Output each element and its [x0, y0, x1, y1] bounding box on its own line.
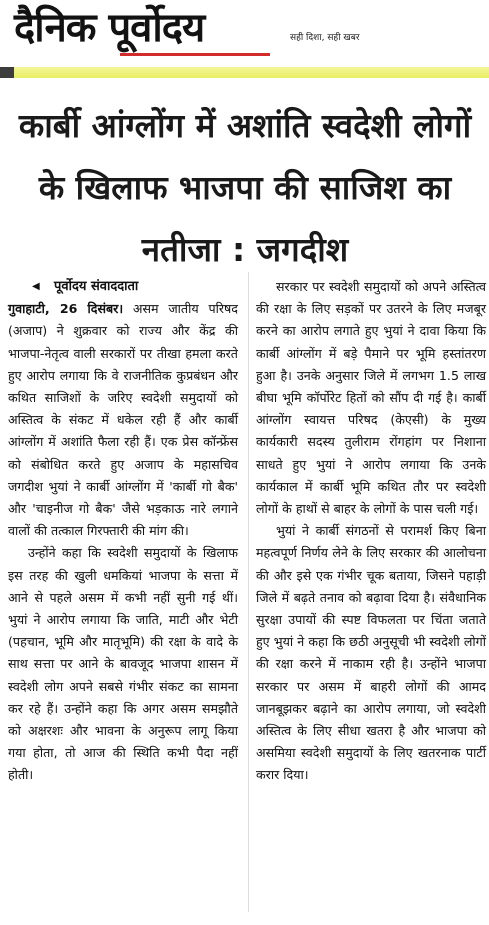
- paragraph: भुयां ने कार्बी संगठनों से परामर्श किए बिना महत्वपूर्ण निर्णय लेने के लिए सरकार की आलोचना की और इसे एक गंभीर चूक बताया, जिसने पहाड़ी जिले में बढ़ते तनाव को बढ़ावा दिया है। संवैधानिक सुरक्षा उपायों की स्पष्ट विफलता पर चिंता जताते हुए भुयां ने कहा कि छठी अनुसूची भी स्वदेशी लोगों की रक्षा करने में नाकाम रही है। उन्होंने भाजपा सरकार पर असम में बाहरी लोगों की आमद जानबूझकर बढ़ाने का आरोप लगाया, जो स्वदेशी अस्तित्व के लिए सीधा खतरा है और भाजपा को असमिया स्वदेशी समुदायों के लिए खतरनाक पार्टी करार दिया।: [256, 523, 486, 783]
- red-rule: [120, 53, 270, 56]
- byline-text: पूर्वोदय संवाददाता: [54, 279, 139, 294]
- byline-arrow-icon: ◀: [32, 281, 40, 292]
- paragraph-text: असम जातीय परिषद (अजाप) ने शुक्रवार को राज्य और केंद्र की भाजपा-नेतृत्व वाली सरकारों पर तीखा हमला करते हुए आरोप लगाया कि वे राजनीतिक कुप्रबंधन और कथित साजिशों के जरिए स्वदेशी समुदायों को अस्तित्व के संकट में धकेल रही हैं और कार्बी आंग्लोंग में अशांति फैला रही हैं। एक प्रेस कॉन्फ्रेंस को संबोधित करते हुए अजाप के महासचिव जगदीश भुयां ने कार्बी आंग्लोंग में 'कार्बी गो बैक' और 'चाइनीज गो बैक' जैसे भड़काऊ नारे लगाने वालों की तत्काल गिरफ्तारी की मांग की।: [8, 301, 238, 539]
- paragraph: उन्होंने कहा कि स्वदेशी समुदायों के खिलाफ इस तरह की खुली धमकियां भाजपा के सत्ता में आने से पहले असम में कभी नहीं सुनी गई थीं। भुयां ने आरोप लगाया कि जाति, माटी और भेटी (पहचान, भूमि और मातृभूमि) की रक्षा के वादे के साथ सत्ता पर आने के बावजूद भाजपा शासन में स्वदेशी लोग अपने सबसे गंभीर संकट का सामना कर रहे हैं। उन्होंने कहा कि अगर असम समझौते को अक्षरशः और भावना के अनुरूप लागू किया गया होता, तो आज की स्थिति कभी पैदा नहीं होती।: [8, 545, 238, 783]
- masthead: [0, 0, 489, 78]
- headline: कार्बी आंग्लोंग में अशांति स्वदेशी लोगों के खिलाफ भाजपा की साजिश का नतीजा : जगदीश: [18, 106, 472, 269]
- byline: [8, 276, 238, 298]
- dateline: गुवाहाटी, 26 दिसंबर।: [8, 301, 124, 317]
- article-column-right: [256, 276, 486, 787]
- paragraph: सरकार पर स्वदेशी समुदायों को अपने अस्तित्व की रक्षा के लिए सड़कों पर उतरने के लिए मजबूर करने का आरोप लगाते हुए भुयां ने दावा किया कि कार्बी आंग्लोंग में बड़े पैमाने पर भूमि हस्तांतरण हुआ है। उनके अनुसार जिले में लगभग 1.5 लाख बीघा भूमि कॉर्पोरेट हितों को सौंप दी गई है। कार्बी आंग्लोंग स्वायत्त परिषद (केएसी) के मुख्य कार्यकारी सदस्य तुलीराम रोंगहांग पर निशाना साधते हुए भुयां ने आरोप लगाया कि उनके कार्यकाल में कार्बी भूमि कथित तौर पर स्वदेशी लोगों के हाथों से बाहर के लोगों के पास चली गई।: [256, 279, 486, 517]
- newspaper-logo: दैनिक पूर्वोदय: [14, 4, 205, 51]
- tagline: सही दिशा, सही खबर: [290, 33, 360, 43]
- article-column-left: [8, 276, 238, 787]
- paragraph: [8, 298, 238, 542]
- dark-band-edge: [0, 67, 14, 78]
- column-divider: [248, 272, 249, 912]
- yellow-band: [0, 67, 489, 78]
